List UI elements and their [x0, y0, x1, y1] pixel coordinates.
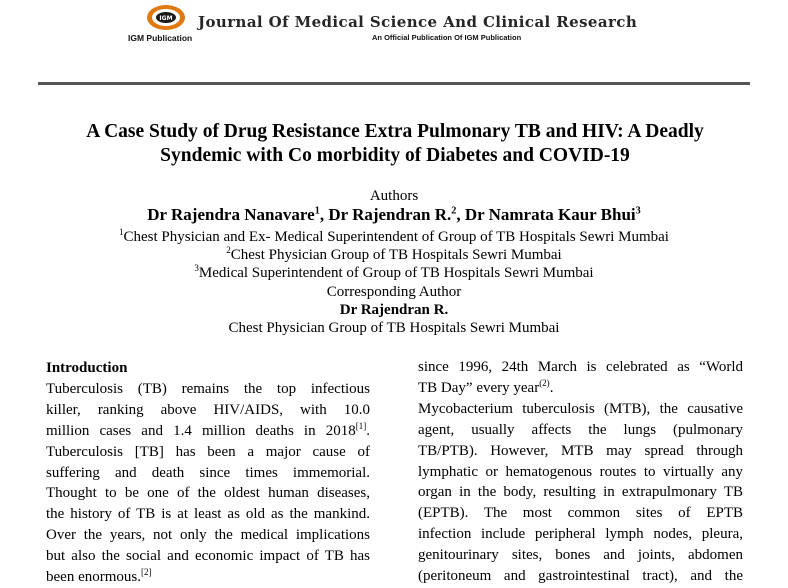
affiliation-sup: 1	[119, 227, 124, 237]
text-line: but also the social and economic impact of TB has	[46, 548, 370, 565]
author-list: Dr Rajendra Nanavare$^1$, Dr Rajendran R.$^2$, Dr Namrata Kaur Bhui$^3$	[147, 205, 641, 224]
text-line: agent, usually affects the lungs (pulmonary	[418, 421, 743, 438]
journal-title: Journal Of Medical Science And Clinical Research	[198, 13, 638, 31]
text-line: TB/PTB). However, MTB may spread through	[418, 442, 743, 459]
affiliation-2	[0, 246, 788, 264]
text-line: Mycobacterium tuberculosis (MTB), the causative	[418, 400, 743, 417]
affiliation-1	[0, 228, 788, 246]
text-line: (EPTB). The most common sites of EPTB	[418, 505, 743, 522]
igm-logo	[146, 4, 186, 31]
text-line: Tuberculosis (TB) remains the top infectious	[46, 380, 370, 397]
corresponding-label: Corresponding Author	[326, 284, 462, 300]
article-title	[30, 120, 760, 168]
text-line: suffering and death since times immemorial.	[46, 464, 370, 481]
publisher-name: IGM Publication	[128, 33, 193, 43]
title-line-2: Syndemic with Co morbidity of Diabetes and COVID-19	[160, 145, 630, 166]
text-line: Over the years, not only the medical implications	[46, 527, 370, 544]
text-line	[418, 378, 743, 399]
citation[interactable]: [1]	[355, 420, 367, 431]
section-heading: Introduction	[46, 360, 128, 376]
text-fragment: .	[549, 379, 554, 396]
text-line: (peritoneum and gastrointestinal tract), and the	[418, 568, 743, 585]
affiliation-text: Chest Physician Group of TB Hospitals Sewri Mumbai	[230, 247, 562, 263]
text-line: the history of TB is at least as old as the mankind.	[46, 506, 370, 523]
text-line	[46, 421, 370, 442]
header-divider	[38, 82, 750, 85]
left-column	[46, 358, 370, 588]
text-fragment: TB Day” every year	[418, 379, 540, 396]
affiliation-text: Medical Superintendent of Group of TB Hospitals Sewri Mumbai	[198, 265, 594, 281]
text-line: killer, ranking above HIV/AIDS, with 10.0	[46, 401, 370, 418]
author-sup: 3	[635, 205, 641, 217]
authors-label: Authors	[369, 188, 419, 204]
author-sup: 1	[314, 205, 320, 217]
text-line: Tuberculosis [TB] has been a major cause of	[46, 443, 370, 460]
author-sup: 2	[451, 205, 457, 217]
author-name: Dr Rajendra Nanavare	[147, 205, 315, 224]
text-fragment: .	[366, 422, 370, 439]
affiliation-sup: 2	[226, 245, 231, 255]
title-line-1: A Case Study of Drug Resistance Extra Pulmonary TB and HIV: A Deadly	[86, 121, 704, 142]
citation[interactable]: [2]	[140, 567, 152, 578]
text-line: infection include peripheral lymph nodes, pleura,	[418, 526, 743, 543]
text-fragment: been enormous.	[46, 569, 141, 586]
text-line: lymphatic or hematogenous routes to virtually any	[418, 463, 743, 480]
text-line: genitourinary sites, bones and joints, abdomen	[418, 547, 743, 564]
affiliation-sup: 3	[194, 263, 199, 273]
text-line: since 1996, 24th March is celebrated as “World	[418, 359, 743, 375]
corresponding-affiliation: Chest Physician Group of TB Hospitals Sewri Mumbai	[228, 320, 560, 336]
affiliation-3	[0, 264, 788, 282]
text-line: Thought to be one of the oldest human diseases,	[46, 485, 370, 502]
author-name: Dr Rajendran R.	[328, 205, 452, 224]
affiliation-text: Chest Physician and Ex- Medical Superintendent of Group of TB Hospitals Sewri Mumbai	[123, 229, 669, 245]
text-line: organ in the body, resulting in extrapulmonary TB	[418, 484, 743, 501]
corresponding-name: Dr Rajendran R.	[339, 302, 449, 318]
right-column	[418, 357, 743, 587]
author-name: Dr Namrata Kaur Bhui	[464, 205, 636, 224]
text-line	[46, 567, 370, 588]
publisher-tagline: An Official Publication Of IGM Publication	[372, 33, 522, 42]
logo-text: IGM	[159, 15, 173, 22]
text-fragment: million cases and 1.4 million deaths in 2018	[46, 422, 356, 439]
citation[interactable]: (2)	[539, 377, 550, 388]
